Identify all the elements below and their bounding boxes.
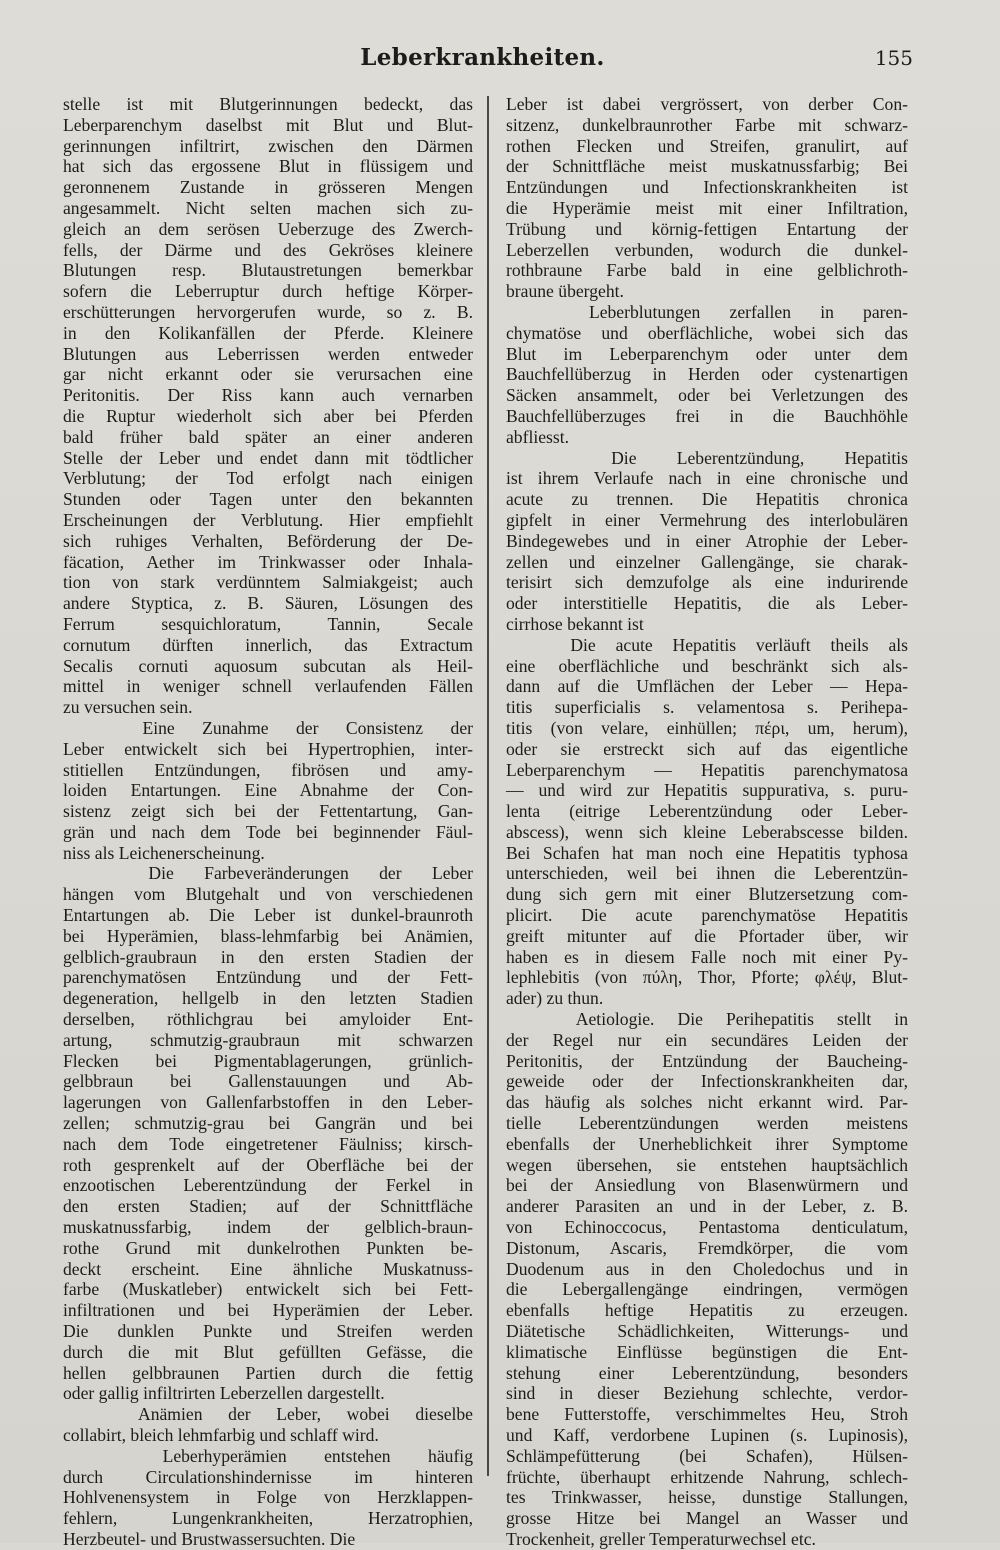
text-line: parenchymatösen Entzündung und der Fett-	[63, 967, 473, 988]
text-line: dann auf die Umflächen der Leber — Hepa-	[506, 676, 908, 697]
text-line: terisirt sich demzufolge als eine indurirende	[506, 572, 908, 593]
text-line: oder sie erstreckt sich auf das eigentliche	[506, 738, 908, 759]
text-line: Bindegewebes und in einer Atrophie der Leber-	[506, 530, 908, 551]
text-line: tion von stark verdünntem Salmiakgeist; auch	[63, 572, 473, 593]
text-line: enzootischen Leberentzündung der Ferkel in	[63, 1175, 473, 1196]
text-line: Leberparenchym daselbst mit Blut und Blut-	[63, 114, 473, 135]
text-line: sofern die Leberruptur durch heftige Körper-	[63, 281, 473, 302]
text-line: chymatöse und oberflächliche, wobei sich das	[506, 322, 908, 343]
text-line: die Hyperämie meist mit einer Infiltration,	[506, 197, 908, 218]
text-line: geronnenem Zustande in grösseren Mengen	[63, 177, 473, 198]
text-line: titis (von velare, einhüllen; πέρι, um, herum),	[506, 717, 908, 738]
text-line: sich ruhiges Verhalten, Beförderung der De-	[63, 530, 473, 551]
text-line: stitiellen Entzündungen, fibrösen und amy-	[63, 759, 473, 780]
text-line: Flecken bei Pigmentablagerungen, grünlich-	[63, 1050, 473, 1071]
text-line: Anämien der Leber, wobei dieselbe	[87, 1404, 473, 1425]
text-line: fells, der Därme und des Gekröses kleinere	[63, 239, 473, 260]
text-line: hat sich das ergossene Blut in flüssigem und	[63, 156, 473, 177]
text-line: andere Styptica, z. B. Säuren, Lösungen des	[63, 593, 473, 614]
page-number: 155	[874, 46, 913, 70]
text-line: gar nicht erkannt oder sie verursachen eine	[63, 364, 473, 385]
text-line: die Ruptur wiederholt sich aber bei Pferden	[63, 405, 473, 426]
left-text-column	[63, 94, 473, 1550]
text-line: Die dunklen Punkte und Streifen werden	[63, 1321, 473, 1342]
text-line: Leber ist dabei vergrössert, von derber Con-	[506, 94, 908, 114]
text-line: rothe Grund mit dunkelrothen Punkten be-	[63, 1237, 473, 1258]
text-line: Entzündungen und Infectionskrankheiten ist	[506, 177, 908, 198]
text-line: bei der Ansiedlung von Blasenwürmern und	[506, 1175, 908, 1196]
text-line: das häufig als solches nicht erkannt wird. Par-	[506, 1092, 908, 1113]
text-line: Herzbeutel- und Brustwassersuchten. Die	[63, 1528, 356, 1549]
text-line: tes Trinkwasser, heisse, dunstige Stallungen,	[506, 1487, 908, 1508]
text-line: Leberblutungen zerfallen in paren-	[530, 301, 908, 322]
text-line: Verblutung; der Tod erfolgt nach einigen	[63, 468, 473, 489]
text-line: bald früher bald später an einer anderen	[63, 426, 473, 447]
text-line: tielle Leberentzündungen werden meistens	[506, 1113, 908, 1134]
text-line: sind in dieser Beziehung schlechte, verdor-	[506, 1383, 908, 1404]
text-line: unterschieden, weil bei ihnen die Leberentzün-	[506, 863, 908, 884]
text-line: Entartungen ab. Die Leber ist dunkel-braunroth	[63, 905, 473, 926]
text-line: collabirt, bleich lehmfarbig und schlaff wird.	[63, 1425, 379, 1445]
text-line: anderer Parasiten an und in der Leber, z. B.	[506, 1196, 908, 1217]
text-line: hängen vom Blutgehalt und von verschiedenen	[63, 884, 473, 905]
text-line: früchte, überhaupt erhitzende Nahrung, schlech-	[506, 1466, 908, 1487]
text-line: der Regel nur ein secundäres Leiden der	[506, 1029, 908, 1050]
text-line: Blutungen resp. Blutaustretungen bemerkbar	[63, 260, 473, 281]
text-line: Schlämpefütterung (bei Schafen), Hülsen-	[506, 1445, 908, 1466]
text-line: Leberzellen verbunden, wodurch die dunkel-	[506, 239, 908, 260]
text-line: Die acute Hepatitis verläuft theils als	[530, 634, 908, 655]
text-line: artung, schmutzig-graubraun mit schwarzen	[63, 1029, 473, 1050]
text-line: gleich an dem serösen Ueberzuge des Zwerch-	[63, 218, 473, 239]
text-line: zellen; schmutzig-grau bei Gangrän und bei	[63, 1113, 473, 1134]
text-line: gelblich-graubraun in den ersten Stadien der	[63, 946, 473, 967]
text-line: angesammelt. Nicht selten machen sich zu-	[63, 197, 473, 218]
text-line: gelbbraun bei Gallenstauungen und Ab-	[63, 1071, 473, 1092]
text-line: deckt erscheint. Eine ähnliche Muskatnuss-	[63, 1258, 473, 1279]
text-line: plicirt. Die acute parenchymatöse Hepatitis	[506, 905, 908, 926]
text-line: die Lebergallengänge eindringen, vermögen	[506, 1279, 908, 1300]
text-line: wegen übersehen, sie entstehen hauptsächlich	[506, 1154, 908, 1175]
text-line: gipfelt in einer Vermehrung des interlobulären	[506, 509, 908, 530]
running-header	[60, 44, 913, 76]
text-line: oder gallig infiltrirten Leberzellen dargestellt.	[63, 1383, 385, 1404]
text-line: Leberparenchym — Hepatitis parenchymatosa	[506, 759, 908, 780]
text-line: haben es in diesem Falle noch mit einer Py-	[506, 946, 908, 967]
text-line: Leberhyperämien entstehen häufig	[87, 1445, 473, 1466]
text-line: Blut im Leberparenchym oder unter dem	[506, 343, 908, 364]
text-line: Secalis cornuti aquosum subcutan als Heil-	[63, 655, 473, 676]
text-line: muskatnussfarbig, indem der gelblich-braun-	[63, 1217, 473, 1238]
text-line: gerinnungen infiltrirt, zwischen den Därmen	[63, 135, 473, 156]
text-line: Stelle der Leber und endet dann mit tödtlicher	[63, 447, 473, 468]
text-line: greift mitunter auf die Pfortader über, wir	[506, 925, 908, 946]
text-line: den ersten Stadien; auf der Schnittfläche	[63, 1196, 473, 1217]
text-line: niss als Leichenerscheinung.	[63, 842, 265, 863]
text-line: Blutungen aus Leberrissen werden entweder	[63, 343, 473, 364]
text-line: Bauchfellüberzuges frei in die Bauchhöhle	[506, 405, 908, 426]
text-line: lagerungen von Gallenfarbstoffen in den Leber-	[63, 1092, 473, 1113]
text-line: ebenfalls der Unerheblichkeit ihrer Symptome	[506, 1133, 908, 1154]
text-line: zellen und einzelner Gallengänge, sie charak-	[506, 551, 908, 572]
text-line: loiden Entartungen. Eine Abnahme der Con-	[63, 780, 473, 801]
text-line: fäcation, Aether im Trinkwasser oder Inhala-	[63, 551, 473, 572]
text-line: infiltrationen und bei Hyperämien der Leber.	[63, 1300, 473, 1321]
text-line: bene Futterstoffe, verschimmeltes Heu, Stroh	[506, 1404, 908, 1425]
text-line: eine oberflächliche und beschränkt sich als-	[506, 655, 908, 676]
text-line: stehung einer Leberentzündung, besonders	[506, 1362, 908, 1383]
text-line: Bauchfellüberzug in Herden oder cystenartigen	[506, 364, 908, 385]
text-line: nach dem Tode eingetretener Fäulniss; kirsch-	[63, 1133, 473, 1154]
text-line: abscess), wenn sich kleine Leberabscesse bilden.	[506, 821, 908, 842]
text-line: Säcken ansammelt, oder bei Verletzungen des	[506, 385, 908, 406]
text-line: grän und nach dem Tode bei beginnender Fäul-	[63, 821, 473, 842]
text-line: mittel in weniger schnell verlaufenden Fällen	[63, 676, 473, 697]
text-line: Trockenheit, greller Temperaturwechsel etc.	[506, 1528, 816, 1549]
text-line: Bei Schafen hat man noch eine Hepatitis typhosa	[506, 842, 908, 863]
text-line: degeneration, hellgelb in den letzten Stadien	[63, 988, 473, 1009]
text-line: geweide oder der Infectionskrankheiten dar,	[506, 1071, 908, 1092]
text-line: bei Hyperämien, blass-lehmfarbig bei Anämien,	[63, 925, 473, 946]
text-line: cirrhose bekannt ist	[506, 613, 644, 634]
text-line: Ferrum sesquichloratum, Tannin, Secale	[63, 613, 473, 634]
text-line: der Schnittfläche meist muskatnussfarbig; Bei	[506, 156, 908, 177]
text-line: stelle ist mit Blutgerinnungen bedeckt, das	[63, 94, 473, 114]
text-line: cornutum dürften innerlich, das Extractum	[63, 634, 473, 655]
text-line: Die Leberentzündung, Hepatitis	[530, 447, 908, 468]
text-line: durch die mit Blut gefüllten Gefässe, die	[63, 1341, 473, 1362]
page-title: Leberkrankheiten.	[360, 44, 605, 71]
text-line: — und wird zur Hepatitis suppurativa, s. puru-	[506, 780, 908, 801]
text-line: ebenfalls heftige Hepatitis zu erzeugen.	[506, 1300, 908, 1321]
text-line: Distonum, Ascaris, Fremdkörper, die vom	[506, 1237, 908, 1258]
right-text-column	[506, 94, 908, 1550]
text-line: farbe (Muskatleber) entwickelt sich bei Fett-	[63, 1279, 473, 1300]
text-line: Erscheinungen der Verblutung. Hier empfiehlt	[63, 509, 473, 530]
text-line: rothbraune Farbe bald in eine gelblichroth-	[506, 260, 908, 281]
text-line: Stunden oder Tagen unter den bekannten	[63, 489, 473, 510]
text-line: Peritonitis, der Entzündung der Baucheing-	[506, 1050, 908, 1071]
text-line: acute zu trennen. Die Hepatitis chronica	[506, 489, 908, 510]
text-line: titis superficialis s. velamentosa s. Perihepa-	[506, 697, 908, 718]
text-line: Trübung und körnig-fettigen Entartung der	[506, 218, 908, 239]
text-line: von Echinoccocus, Pentastoma denticulatum,	[506, 1217, 908, 1238]
text-line: und Kaff, verdorbene Lupinen (s. Lupinosis),	[506, 1425, 908, 1445]
text-line: Diätetische Schädlichkeiten, Witterungs- und	[506, 1321, 908, 1342]
text-line: grosse Hitze bei Mangel an Wasser und	[506, 1508, 908, 1529]
text-line: klimatische Einflüsse begünstigen die Ent-	[506, 1341, 908, 1362]
text-line: roth gesprenkelt auf der Oberfläche bei der	[63, 1154, 473, 1175]
text-line: Peritonitis. Der Riss kann auch vernarben	[63, 385, 473, 406]
text-line: Duodenum aus in den Choledochus und in	[506, 1258, 908, 1279]
text-line: hellen gelbbraunen Partien durch die fettig	[63, 1362, 473, 1383]
text-line: zu versuchen sein.	[63, 697, 193, 718]
text-line: in den Kolikanfällen der Pferde. Kleinere	[63, 322, 473, 343]
text-line: Eine Zunahme der Consistenz der	[87, 717, 473, 738]
text-line: ader) zu thun.	[506, 988, 604, 1009]
text-line: abfliesst.	[506, 426, 570, 447]
text-line: sitzenz, dunkelbraunrother Farbe mit schwarz-	[506, 114, 908, 135]
text-line: erschütterungen hervorgerufen wurde, so z. B.	[63, 301, 473, 322]
text-line: lenta (eitrige Leberentzündung oder Leber-	[506, 801, 908, 822]
text-line: rothen Flecken und Streifen, granulirt, auf	[506, 135, 908, 156]
text-line: Die Farbeveränderungen der Leber	[87, 863, 473, 884]
text-line: Aetiologie. Die Perihepatitis stellt in	[530, 1009, 908, 1030]
text-line: lephlebitis (von πύλη, Thor, Pforte; φλέψ, Blut-	[506, 967, 908, 988]
column-divider	[487, 96, 489, 1476]
text-line: Hohlvenensystem in Folge von Herzklappen-	[63, 1487, 473, 1508]
text-line: Leber entwickelt sich bei Hypertrophien, inter-	[63, 738, 473, 759]
text-line: oder interstitielle Hepatitis, die als Leber-	[506, 593, 908, 614]
text-line: sistenz zeigt sich bei der Fettentartung, Gan-	[63, 801, 473, 822]
text-line: fehlern, Lungenkrankheiten, Herzatrophien,	[63, 1508, 473, 1529]
text-line: dung sich gern mit einer Blutzersetzung com-	[506, 884, 908, 905]
text-line: durch Circulationshindernisse im hinteren	[63, 1466, 473, 1487]
text-line: ist ihrem Verlaufe nach in eine chronische und	[506, 468, 908, 489]
text-line: braune übergeht.	[506, 281, 624, 302]
text-line: derselben, röthlichgrau bei amyloider Ent-	[63, 1009, 473, 1030]
